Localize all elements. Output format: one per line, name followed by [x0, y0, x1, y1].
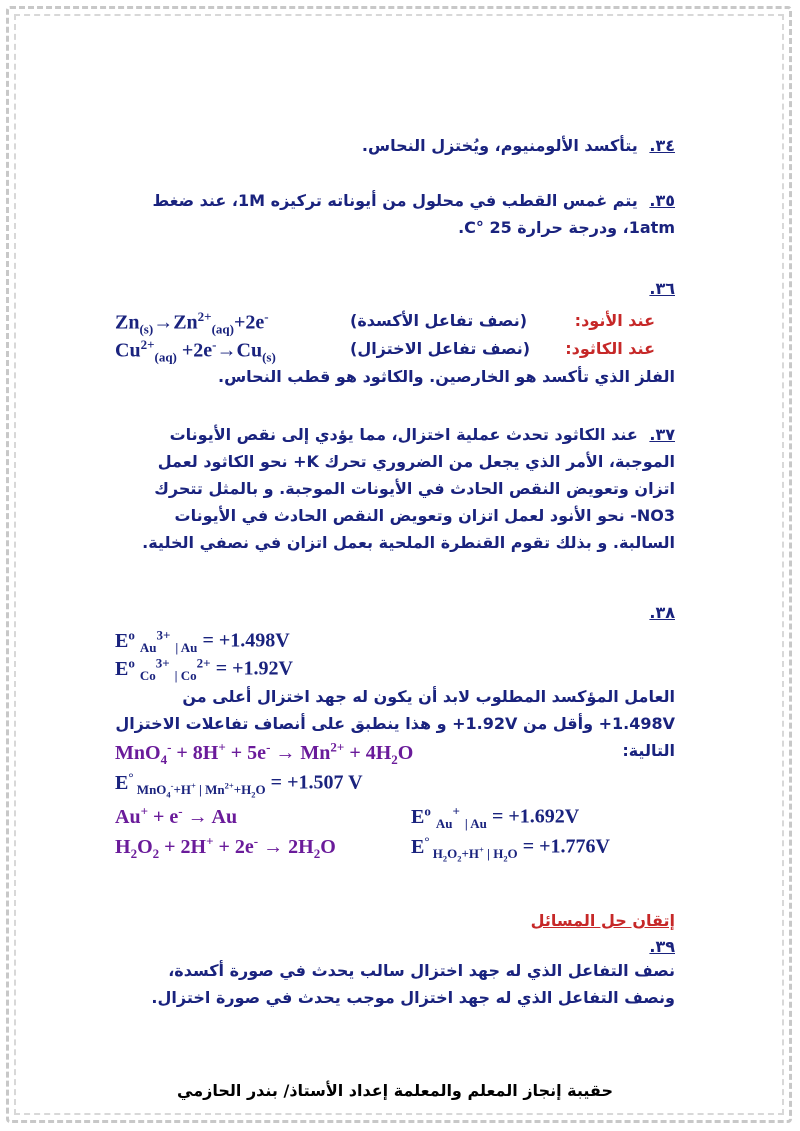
anode-description: (نصف تفاعل الأكسدة)	[350, 311, 528, 330]
e-mno4-value: = +1.507 V	[270, 771, 363, 794]
e-co3-value: = +1.92V	[215, 657, 293, 680]
item-35	[115, 187, 675, 241]
item-number: ٣٩.	[649, 937, 675, 956]
cathode-equation: $Cu^{2+}_{(aq)} +2e^-\to Cu_{(s)}$	[115, 337, 276, 365]
item-number: ٣٤.	[649, 136, 675, 155]
e-co3-line	[115, 655, 675, 684]
document-page	[115, 115, 675, 1100]
e-au-value: = +1.692V	[492, 805, 580, 828]
page-footer: حقيبة إنجاز المعلم والمعلمة إعداد الأستاذ/ بندر الحازمي	[177, 1081, 613, 1100]
item-text: يتم غمس القطب في محلول من أيوناته تركيزه 1M، عند ضغط 1atm، ودرجة حرارة 25 °C.	[152, 191, 675, 237]
e-au3-symbol: $E^o$ $_{Au}^{3+}$ $_{| Au}$	[115, 627, 198, 655]
e-au-symbol: $E^o$ $_{Au}$+ $_{| Au}$	[411, 803, 487, 831]
e-au3-line	[115, 627, 675, 656]
cathode-label: عند الكاثود:	[565, 339, 655, 358]
mno4-reaction: $MnO_4^- + 8H^+ + 5e^- \to Mn^{2+} + 4H_2O$	[115, 739, 414, 767]
item-number: ٣٨.	[649, 603, 675, 622]
item-text: يتأكسد الألومنيوم، ويُختزل النحاس.	[361, 136, 638, 155]
mastery-title: إتقان حل المسائل	[530, 911, 675, 930]
item-34	[115, 132, 675, 159]
e-au3-value: = +1.498V	[202, 629, 290, 652]
item-38-number-line	[115, 599, 675, 626]
item-number: ٣٦.	[649, 279, 675, 298]
au-reaction-line	[115, 803, 675, 829]
item-39-text: نصف التفاعل الذي له جهد اختزال سالب يحدث في صورة أكسدة، ونصف التفاعل الذي له جهد اختزال موجب يحدث في صورة اختزال.	[151, 961, 675, 1007]
anode-label: عند الأنود:	[574, 311, 655, 330]
e-mno4-symbol: E° $_{MnO_4^-+H^+ | Mn^{2+}+H_2O}$	[115, 769, 266, 800]
section-title	[115, 907, 675, 934]
item-36-number-line	[115, 275, 675, 302]
item-text: عند الكاثود تحدث عملية اختزال، مما يؤدي إلى نقص الأيونات الموجبة، الأمر الذي يجعل من الضروري تحرك K+ نحو الكاثود لعمل اتزان وتعويض النقص الحادث في الأيونات الموجبة. و بالمثل تتحرك NO3- نحو الأنود لعمل اتزان وتعويض النقص الحادث في الأيونات السالبة. و بذلك تقوم القنطرة الملحية بعمل اتزان في نصفي الخلية.	[142, 425, 675, 552]
item-number: ٣٧.	[649, 425, 675, 444]
item-39-number-line	[115, 933, 675, 960]
au-reaction: Au+ + e- → Au	[115, 803, 238, 828]
item-36-summary: الفلز الذي تأكسد هو الخارصين. والكاثود هو قطب النحاس.	[218, 367, 675, 386]
item-38-text: العامل المؤكسد المطلوب لابد أن يكون له جهد اختزال أعلى من 1.498V+ وأقل من 1.92V+ و هذا ينطبق على أنصاف تفاعلات الاختزال التالية:	[115, 687, 675, 760]
anode-equation: $Zn_{(s)}\to Zn^{2+}_{(aq)}+2e^-$	[115, 309, 269, 337]
e-h2o2-value: = +1.776V	[522, 835, 610, 858]
h2o2-reaction-line	[115, 833, 675, 862]
item-number: ٣٥.	[649, 191, 675, 210]
anode-row	[115, 309, 675, 337]
cathode-row	[115, 337, 675, 365]
e-mno4-line	[115, 769, 675, 799]
cathode-description: (نصف تفاعل الاختزال)	[350, 339, 531, 358]
mno4-reaction-line	[115, 739, 675, 768]
h2o2-reaction: $H_2O_2 + 2H^+ + 2e^- \to 2H_2O$	[115, 833, 336, 861]
e-h2o2-symbol: E° $_{H_2O_2+H^+ | H_2O}$	[411, 833, 518, 864]
item-37	[135, 421, 675, 556]
e-co3-symbol: $E^o$ $_{Co}^{3+}$ $_{| Co}^{2+}$	[115, 655, 211, 683]
